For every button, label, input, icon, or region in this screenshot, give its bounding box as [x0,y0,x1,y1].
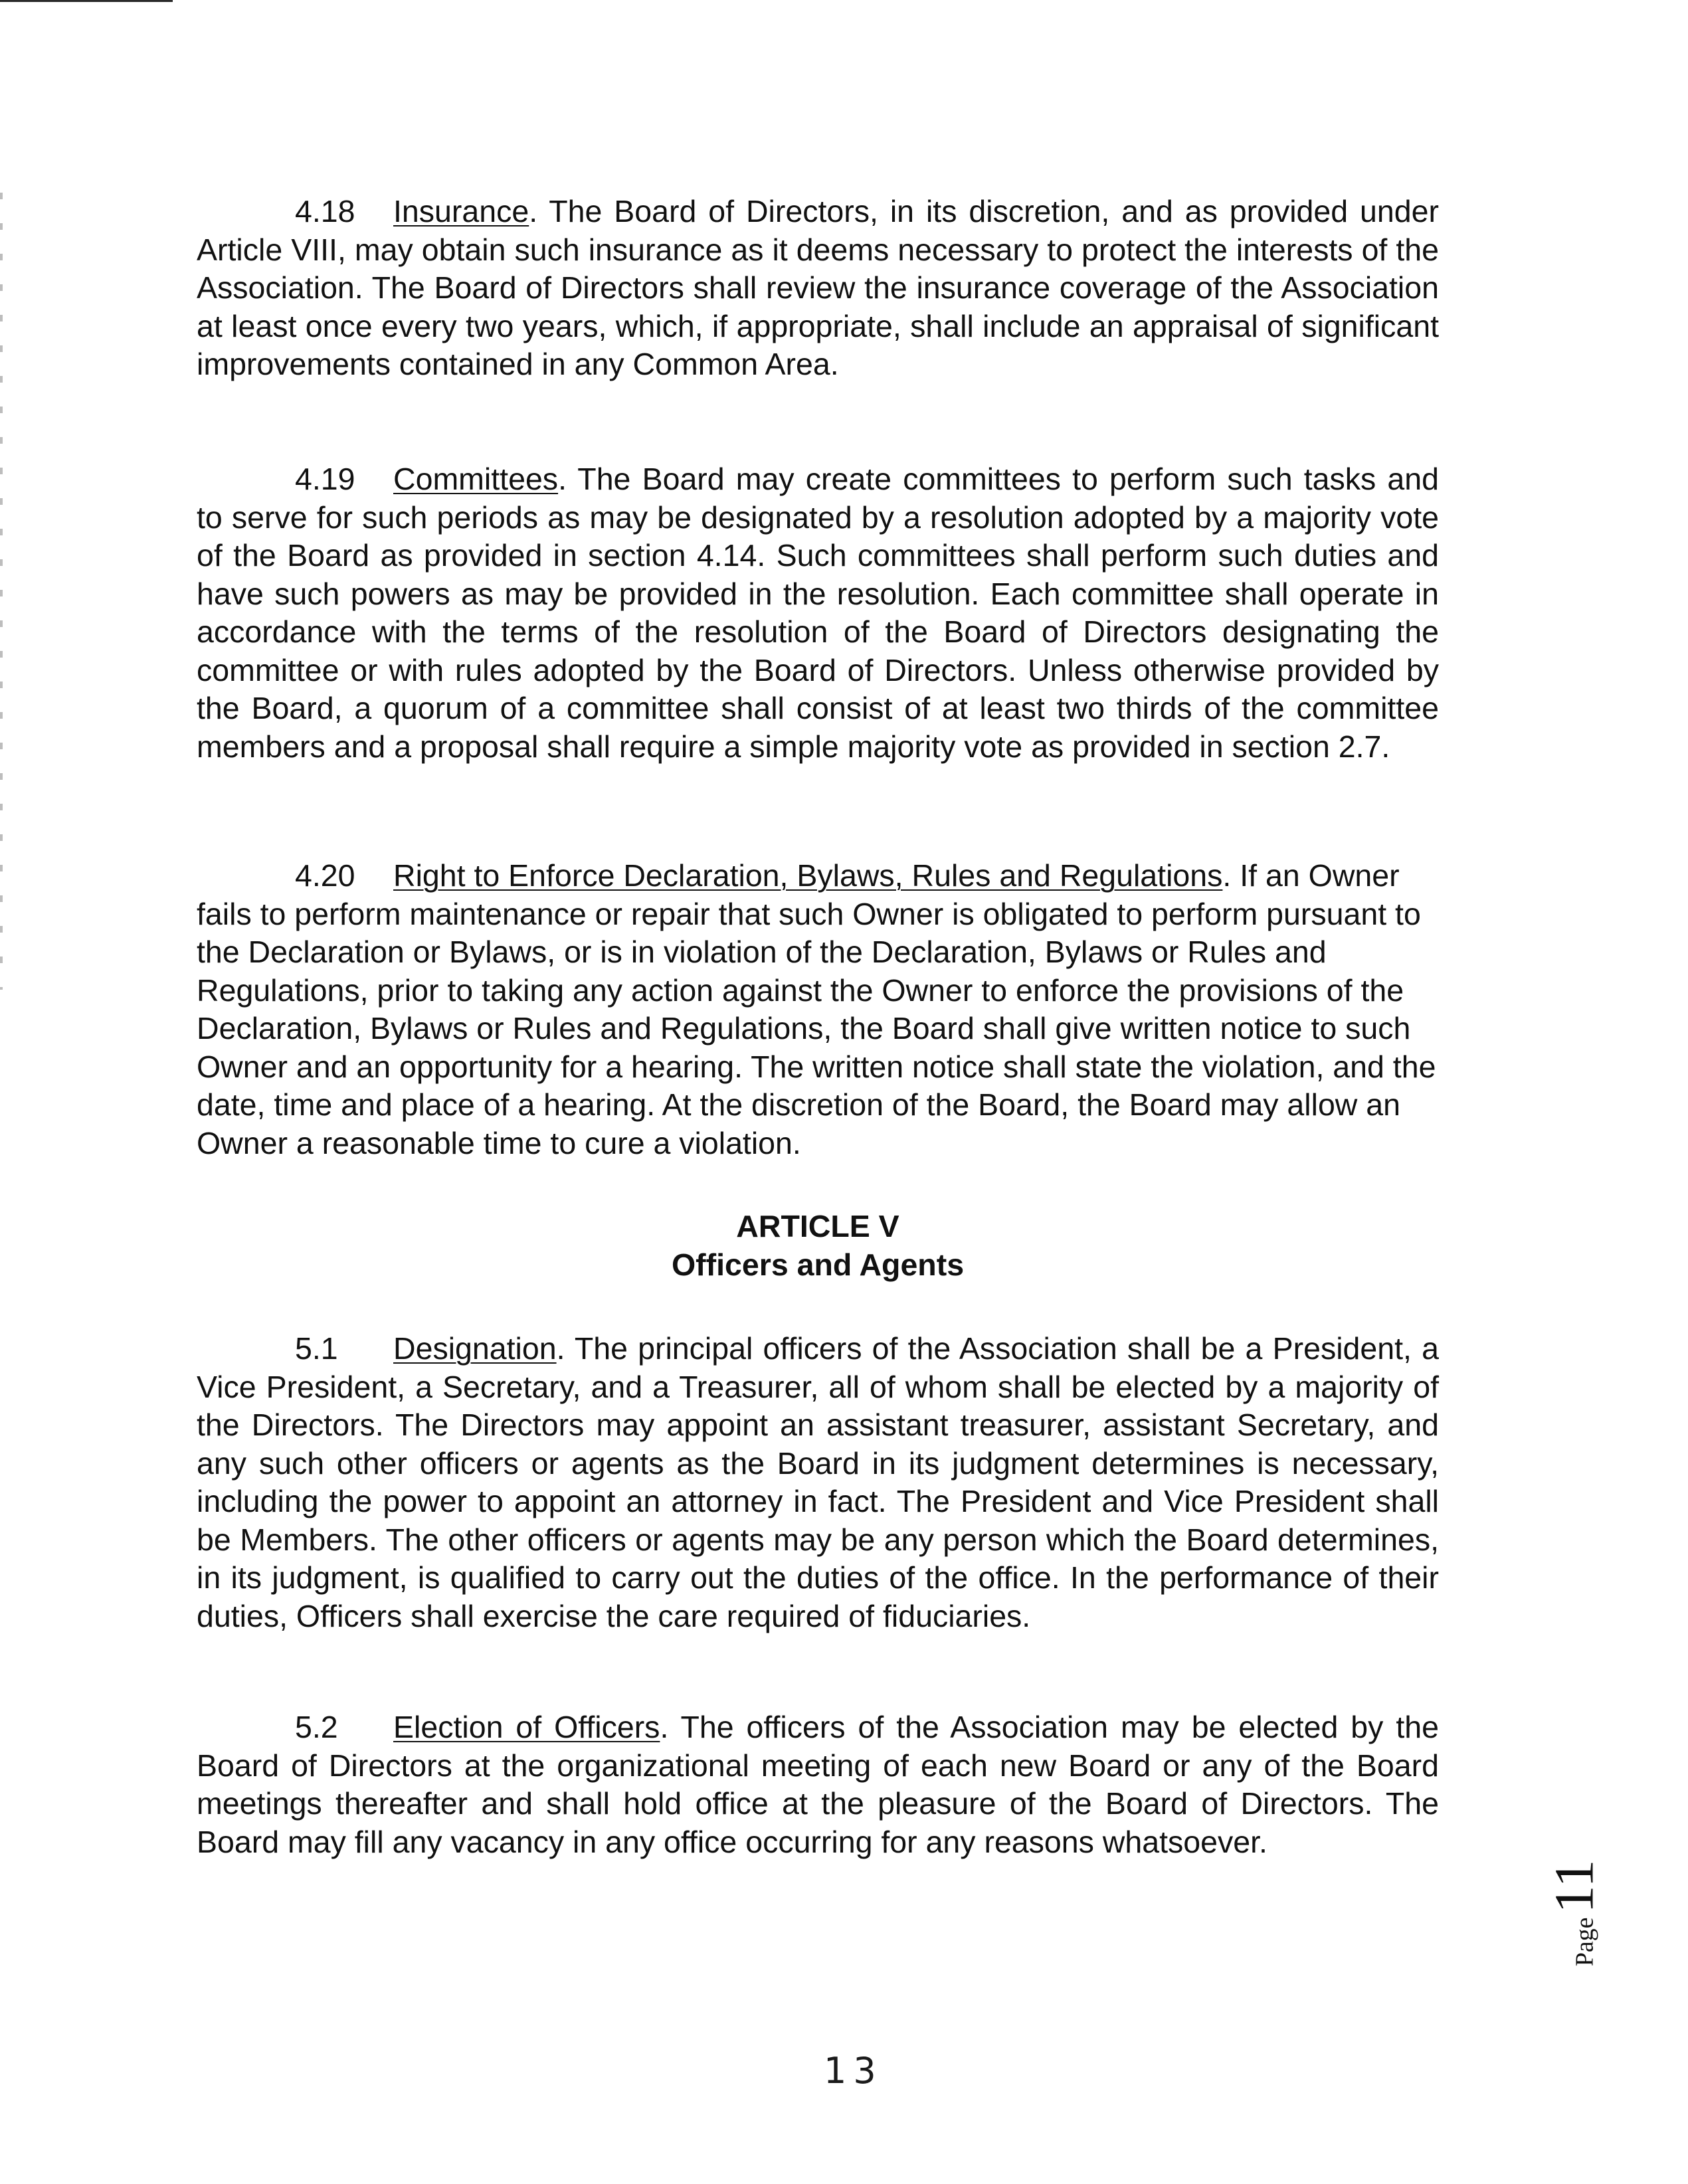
page-stamp-number: 11 [1543,1859,1606,1914]
section-title: Designation [393,1331,557,1366]
section-5-2 [197,1708,1439,1861]
scan-top-rule [0,0,173,2]
section-title: Insurance [393,194,529,228]
section-title: Right to Enforce Declaration, Bylaws, Rules and Regulations [393,858,1223,893]
section-4-18 [197,193,1439,384]
section-number: 5.2 [295,1710,338,1744]
section-text: . The principal officers of the Association shall be a President, a Vice President, a Secretary, and a Treasurer, all of whom shall be elected by a majority of the Directors. The Directors may appoint an assistant treasurer, assistant Secretary, and any such other officers or agents as the Board in its judgment determines is necessary, including the power to appoint an attorney in fact. The President and Vice President shall be Members. The other officers or agents may be any person which the Board determines, in its judgment, is qualified to carry out the duties of the office. In the performance of their duties, Officers shall exercise the care required of fiduciaries. [197,1331,1439,1633]
section-number: 4.18 [295,194,355,228]
page-stamp-label: Page [1570,1917,1599,1967]
section-title: Committees [393,462,559,496]
section-text: . The officers of the Association may be elected by the Board of Directors at the organizational meeting of each new Board or any of the Board meetings thereafter and shall hold office at the pleasure of the Board of Directors. The Board may fill any vacancy in any office occurring for any reasons whatsoever. [197,1710,1439,1859]
section-number: 5.1 [295,1331,338,1366]
section-number: 4.20 [295,858,355,893]
section-4-20 [197,857,1439,1162]
scan-margin-marks [0,193,3,990]
article-heading: ARTICLE V [736,1209,899,1243]
section-4-19 [197,460,1439,766]
section-text: . If an Owner fails to perform maintenance or repair that such Owner is obligated to perform pursuant to the Declaration or Bylaws, or is in violation of the Declaration, Bylaws or Rules and Regulations, prior to taking any action against the Owner to enforce the provisions of the Declaration, Bylaws or Rules and Regulations, the Board shall give written notice to such Owner and an opportunity for a hearing. The written notice shall state the violation, and the date, time and place of a hearing. At the discretion of the Board, the Board may allow an Owner a reasonable time to cure a violation. [197,858,1436,1160]
page-stamp [1521,1833,1628,1993]
section-text: . The Board of Directors, in its discretion, and as provided under Article VIII, may obtain such insurance as it deems necessary to protect the interests of the Association. The Board of Directors shall review the insurance coverage of the Association at least once every two years, which, if appropriate, shall include an appraisal of significant improvements contained in any Common Area. [197,194,1439,381]
section-text: . The Board may create committees to perform such tasks and to serve for such periods as may be designated by a resolution adopted by a majority vote of the Board as provided in section 4.14. Such committees shall perform such duties and have such powers as may be provided in the resolution. Each committee shall operate in accordance with the terms of the resolution of the Board of Directors designating the committee or with rules adopted by the Board of Directors. Unless otherwise provided by the Board, a quorum of a committee shall consist of at least two thirds of the committee members and a proposal shall require a simple majority vote as provided in section 2.7. [197,462,1439,764]
handwritten-page-number: 13 [824,2050,883,2092]
section-title: Election of Officers [393,1710,660,1744]
article-subheading: Officers and Agents [671,1247,965,1282]
section-5-1 [197,1330,1439,1635]
section-number: 4.19 [295,462,355,496]
